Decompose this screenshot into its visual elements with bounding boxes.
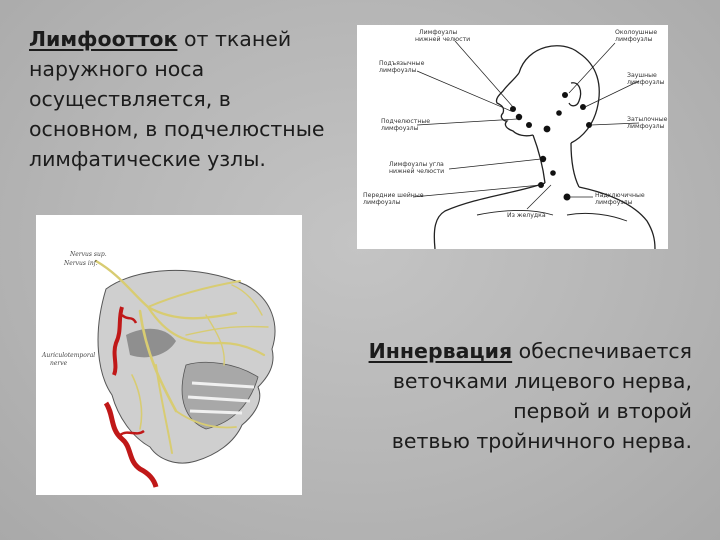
innervation-term: Иннервация (368, 339, 513, 363)
label-anterior-cervical-nodes-2: лимфоузлы (363, 199, 401, 206)
label-anterior-cervical-nodes: Передние шейные (363, 192, 424, 199)
innervation-line-3: первой и второй (513, 399, 692, 423)
label-sublingual-nodes-2: лимфоузлы (379, 67, 417, 74)
innervation-line-1: обеспечивается (512, 339, 692, 363)
label-supraclavicular-nodes-2: лимфоузлы (595, 199, 633, 206)
innervation-paragraph (340, 336, 692, 456)
label-auriculotemporal: Auriculotemporal (42, 352, 96, 359)
label-occipital-nodes: Затылочные (627, 116, 668, 123)
label-nervus-sup: Nervus sup. (70, 251, 107, 258)
label-supraclavicular-nodes: Надключичные (595, 192, 645, 199)
label-jaw-angle-nodes: Лимфоузлы угла (389, 161, 444, 168)
label-jaw-nodes: Лимфоузлы (419, 29, 458, 36)
lymph-node-dots (510, 92, 592, 201)
label-sublingual-nodes: Подъязычные (379, 60, 425, 67)
lymph-line-4: основном, в подчелюстные (29, 117, 325, 141)
innervation-line-4: ветвью тройничного нерва. (391, 429, 692, 453)
lymph-line-5: лимфатические узлы. (29, 147, 266, 171)
label-from-stomach: Из желудка (507, 212, 546, 219)
lymph-nodes-illustration (357, 25, 668, 249)
label-mastoid-nodes-2: лимфоузлы (627, 79, 665, 86)
label-jaw-nodes-2: нижней челюсти (415, 36, 471, 43)
label-parotid-nodes-2: лимфоузлы (615, 36, 653, 43)
facial-nerve-illustration (36, 215, 302, 495)
label-nervus-inf: Nervus inf. (64, 260, 98, 267)
label-jaw-angle-nodes-2: нижней челюсти (389, 168, 445, 175)
label-parotid-nodes: Околоушные (615, 29, 658, 36)
label-mastoid-nodes: Заушные (627, 72, 657, 79)
label-submandibular-nodes-2: лимфоузлы (381, 125, 419, 132)
innervation-line-2: веточками лицевого нерва, (392, 369, 692, 393)
lymph-drainage-paragraph (29, 24, 359, 174)
lymph-line-1: от тканей (177, 27, 292, 51)
facial-nerve-drawing (36, 215, 302, 495)
lymph-line-2: наружного носа (29, 57, 205, 81)
label-occipital-nodes-2: лимфоузлы (627, 123, 665, 130)
label-auriculotemporal-2: nerve (50, 360, 68, 367)
lymph-line-3: осуществляется, в (29, 87, 231, 111)
lymph-drainage-term: Лимфоотток (29, 27, 178, 51)
label-submandibular-nodes: Подчелюстные (381, 118, 431, 125)
lymph-nodes-drawing (357, 25, 668, 249)
